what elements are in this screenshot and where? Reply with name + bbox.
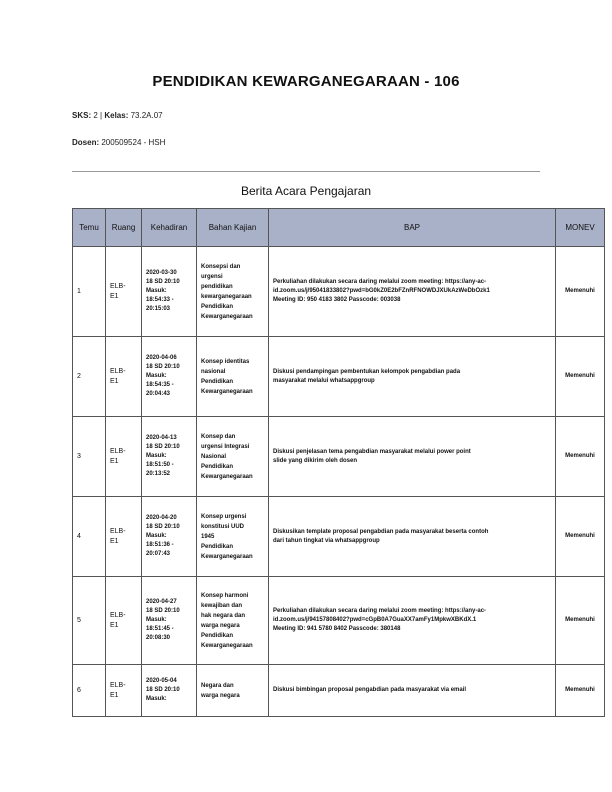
cell-line: 2020-04-27	[146, 599, 177, 605]
cell-line: 18 SD 20:10	[146, 279, 180, 285]
cell-line: Masuk:	[146, 373, 167, 379]
cell-line: ELB-	[110, 447, 126, 455]
cell-line: 18:51:50 -	[146, 462, 174, 468]
cell-line: id.zoom.us/j/95041833802?pwd=bG0kZ0E2bFZnRFNOWDJXUkAzWeDbOzk1	[273, 288, 490, 294]
lecturer-meta	[72, 138, 165, 147]
cell-line: E1	[110, 621, 119, 629]
cell-line: dari tahun tingkat via whatsappgroup	[273, 537, 380, 544]
cell-line: warga negara	[201, 622, 240, 629]
cell-temu: 6	[73, 665, 106, 717]
cell-bap	[269, 417, 556, 497]
cell-line: Kewarganegaraan	[201, 642, 253, 649]
col-header-ruang: Ruang	[106, 209, 142, 247]
cell-line: Pendidikan	[201, 463, 234, 470]
cell-line: E1	[110, 457, 119, 465]
cell-line: Masuk:	[146, 288, 167, 294]
cell-line: Pendidikan	[201, 632, 234, 639]
cell-line: 20:04:43	[146, 391, 171, 397]
cell-line: 20:07:43	[146, 551, 171, 557]
cell-line: hak negara dan	[201, 612, 246, 619]
cell-ruang	[106, 417, 142, 497]
cell-line: 18 SD 20:10	[146, 444, 180, 450]
cell-line: urgensi Integrasi	[201, 443, 250, 450]
cell-line: Masuk:	[146, 617, 167, 623]
cell-bahan-kajian	[197, 665, 269, 717]
cell-bahan-kajian	[197, 577, 269, 665]
col-header-monev: MONEV	[556, 209, 605, 247]
cell-monev: Memenuhi	[556, 577, 605, 665]
cell-line: 18:54:33 -	[146, 297, 174, 303]
teaching-report-table	[72, 208, 605, 717]
cell-ruang	[106, 247, 142, 337]
cell-kehadiran	[142, 337, 197, 417]
cell-line: 20:13:52	[146, 471, 171, 477]
cell-line: 18 SD 20:10	[146, 687, 180, 693]
cell-monev: Memenuhi	[556, 247, 605, 337]
cell-bahan-kajian	[197, 497, 269, 577]
cell-line: Pendidikan	[201, 303, 234, 310]
table-row	[73, 665, 605, 717]
cell-line: urgensi	[201, 273, 223, 280]
cell-bap	[269, 337, 556, 417]
dosen-label: Dosen:	[72, 138, 100, 147]
cell-monev: Memenuhi	[556, 497, 605, 577]
cell-line: Pendidikan	[201, 543, 234, 550]
cell-line: Meeting ID: 941 5780 8402 Passcode: 380148	[273, 626, 401, 632]
divider	[72, 171, 540, 172]
cell-line: Konsep harmoni	[201, 592, 249, 599]
col-header-bap: BAP	[269, 209, 556, 247]
cell-line: ELB-	[110, 611, 126, 619]
cell-line: ELB-	[110, 527, 126, 535]
cell-line: konstitusi UUD	[201, 523, 245, 530]
cell-line: Diskusi bimbingan proposal pengabdian pada masyarakat via email	[273, 687, 467, 693]
table-row	[73, 247, 605, 337]
cell-monev: Memenuhi	[556, 337, 605, 417]
cell-ruang	[106, 497, 142, 577]
cell-line: 1945	[201, 533, 215, 540]
page-title: PENDIDIKAN KEWARGANEGARAAN - 106	[152, 73, 460, 90]
cell-line: Negara dan	[201, 682, 234, 689]
cell-line: 18:54:35 -	[146, 382, 174, 388]
cell-line: Kewarganegaraan	[201, 553, 253, 560]
col-header-kehadiran: Kehadiran	[142, 209, 197, 247]
cell-ruang	[106, 337, 142, 417]
cell-line: Masuk:	[146, 453, 167, 459]
table-row	[73, 497, 605, 577]
cell-line: 2020-04-20	[146, 515, 177, 521]
cell-bap	[269, 577, 556, 665]
cell-line: 18 SD 20:10	[146, 364, 180, 370]
cell-line: Konsep identitas	[201, 358, 250, 365]
cell-line: E1	[110, 292, 119, 300]
cell-line: kewajiban dan	[201, 602, 243, 609]
table-row	[73, 577, 605, 665]
cell-temu: 2	[73, 337, 106, 417]
table-header-row	[73, 209, 605, 247]
col-header-bahan-kajian: Bahan Kajian	[197, 209, 269, 247]
cell-line: 2020-04-13	[146, 435, 177, 441]
cell-line: 2020-04-06	[146, 355, 177, 361]
cell-line: ELB-	[110, 282, 126, 290]
cell-line: Konsep dan	[201, 433, 236, 440]
section-title: Berita Acara Pengajaran	[240, 184, 372, 198]
cell-line: ELB-	[110, 681, 126, 689]
cell-line: Kewarganegaraan	[201, 388, 253, 395]
cell-monev: Memenuhi	[556, 665, 605, 717]
cell-line: Masuk:	[146, 696, 167, 702]
cell-line: nasional	[201, 368, 226, 375]
cell-line: 18 SD 20:10	[146, 608, 180, 614]
cell-line: 2020-03-30	[146, 270, 177, 276]
cell-line: Nasional	[201, 453, 227, 460]
table-row	[73, 417, 605, 497]
cell-line: 18:51:45 -	[146, 626, 174, 632]
cell-line: Diskusi penjelasan tema pengabdian masyarakat melalui power point	[273, 448, 471, 455]
cell-line: 20:15:03	[146, 306, 171, 312]
cell-line: E1	[110, 377, 119, 385]
cell-line: Diskusikan template proposal pengabdian pada masyarakat beserta contoh	[273, 528, 489, 535]
kelas-label: Kelas:	[104, 111, 129, 120]
cell-monev: Memenuhi	[556, 417, 605, 497]
table-body	[73, 247, 605, 717]
cell-ruang	[106, 577, 142, 665]
cell-line: warga negara	[201, 692, 240, 699]
cell-line: kewarganegaraan	[201, 293, 252, 300]
cell-line: Kewarganegaraan	[201, 313, 253, 320]
cell-line: id.zoom.us/j/94157808402?pwd=cGpB0A7GuaXX7amFy1MpkwXBKdX.1	[273, 617, 477, 623]
cell-bap	[269, 497, 556, 577]
cell-temu: 1	[73, 247, 106, 337]
cell-bahan-kajian	[197, 337, 269, 417]
cell-kehadiran	[142, 665, 197, 717]
sks-value: 2 |	[93, 111, 105, 120]
cell-line: Konsepsi dan	[201, 263, 241, 270]
cell-bap	[269, 665, 556, 717]
cell-line: Pendidikan	[201, 378, 234, 385]
cell-kehadiran	[142, 577, 197, 665]
cell-line: 2020-05-04	[146, 678, 177, 684]
cell-line: slide yang dikirim oleh dosen	[273, 457, 358, 464]
kelas-value: 73.2A.07	[130, 111, 163, 120]
cell-bahan-kajian	[197, 417, 269, 497]
cell-line: E1	[110, 691, 119, 699]
cell-line: Meeting ID: 950 4183 3802 Passcode: 003038	[273, 297, 401, 303]
cell-line: Diskusi pendampingan pembentukan kelompok pengabdian pada	[273, 368, 461, 375]
cell-kehadiran	[142, 417, 197, 497]
cell-temu: 5	[73, 577, 106, 665]
cell-line: 18 SD 20:10	[146, 524, 180, 530]
cell-line: Kewarganegaraan	[201, 473, 253, 480]
cell-line: Perkuliahan dilakukan secara daring melalui zoom meeting: https://any-ac-	[273, 608, 487, 614]
sks-label: SKS:	[72, 111, 92, 120]
table-row	[73, 337, 605, 417]
course-meta	[72, 111, 163, 120]
cell-ruang	[106, 665, 142, 717]
cell-bahan-kajian	[197, 247, 269, 337]
cell-bap	[269, 247, 556, 337]
dosen-value: 200509524 - HSH	[101, 138, 166, 147]
cell-temu: 3	[73, 417, 106, 497]
cell-kehadiran	[142, 497, 197, 577]
cell-line: Perkuliahan dilakukan secara daring melalui zoom meeting: https://any-ac-	[273, 279, 487, 285]
cell-kehadiran	[142, 247, 197, 337]
cell-line: 18:51:36 -	[146, 542, 174, 548]
cell-line: pendidikan	[201, 283, 233, 290]
cell-line: E1	[110, 537, 119, 545]
col-header-temu: Temu	[73, 209, 106, 247]
cell-temu: 4	[73, 497, 106, 577]
cell-line: Konsep urgensi	[201, 513, 247, 520]
cell-line: Masuk:	[146, 533, 167, 539]
cell-line: masyarakat melalui whatsappgroup	[273, 377, 375, 384]
cell-line: ELB-	[110, 367, 126, 375]
cell-line: 20:08:30	[146, 635, 171, 641]
